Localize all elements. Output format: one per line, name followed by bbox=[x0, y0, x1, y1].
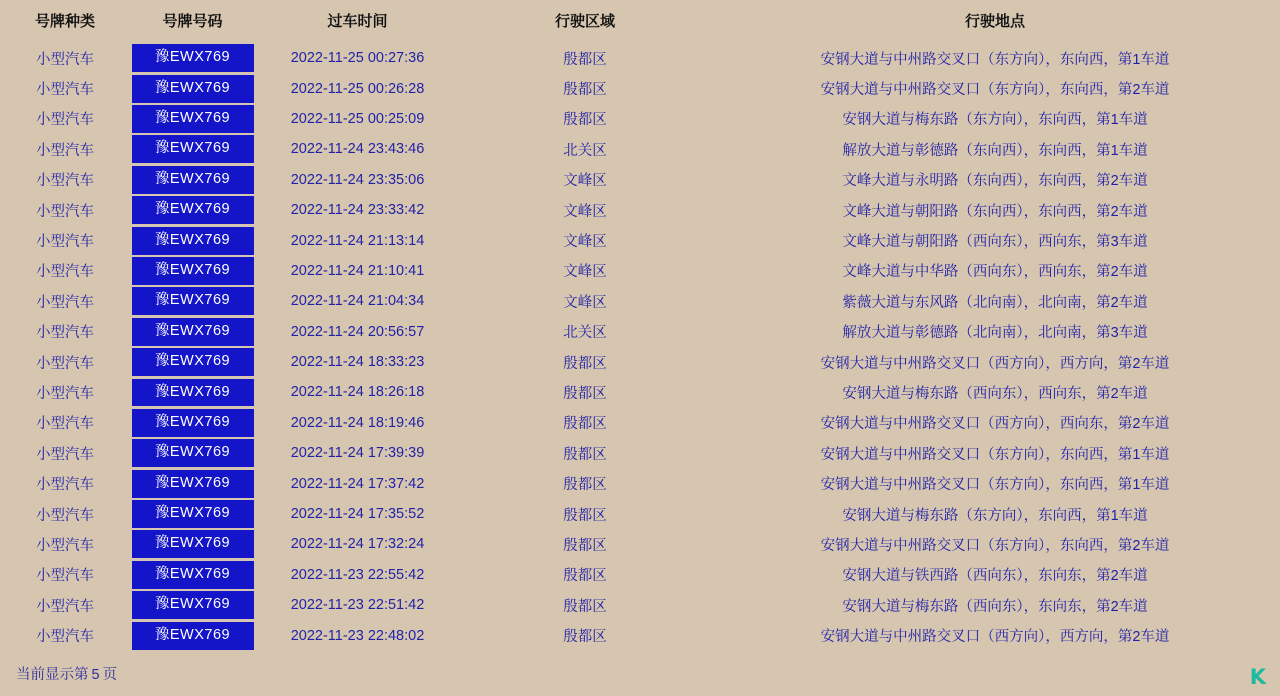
cell-place: 安钢大道与中州路交叉口（东方向），东向西，第2车道 bbox=[820, 82, 1170, 99]
table-row[interactable] bbox=[0, 104, 1280, 134]
cell-area: 殷都区 bbox=[563, 507, 607, 524]
watermark-logo: K bbox=[1249, 665, 1266, 689]
cell-area: 文峰区 bbox=[563, 203, 607, 220]
cell-place: 安钢大道与梅东路（西向东），西向东，第2车道 bbox=[842, 385, 1148, 402]
cell-plate-number bbox=[130, 560, 255, 590]
cell-place: 安钢大道与中州路交叉口（东方向），东向西，第1车道 bbox=[820, 446, 1170, 463]
cell-pass-time: 2022-11-25 00:25:09 bbox=[290, 110, 425, 127]
cell-area: 殷都区 bbox=[563, 537, 607, 554]
column-header-pass-time: 过车时间 bbox=[327, 13, 388, 30]
cell-pass-time: 2022-11-24 18:19:46 bbox=[290, 414, 425, 431]
cell-vehicle-type: 小型汽车 bbox=[36, 507, 94, 524]
cell-vehicle-type: 小型汽车 bbox=[36, 294, 94, 311]
plate-badge: 豫EWX769 bbox=[132, 409, 254, 437]
cell-vehicle-type: 小型汽车 bbox=[36, 416, 94, 433]
cell-pass-time: 2022-11-24 17:39:39 bbox=[290, 445, 425, 462]
cell-place: 安钢大道与中州路交叉口（东方向），东向西，第1车道 bbox=[820, 51, 1170, 68]
plate-badge: 豫EWX769 bbox=[132, 287, 254, 315]
table-header-row bbox=[0, 0, 1280, 43]
plate-badge: 豫EWX769 bbox=[132, 622, 254, 650]
cell-plate-number bbox=[130, 225, 255, 255]
table-row[interactable] bbox=[0, 43, 1280, 73]
cell-place: 文峰大道与朝阳路（西向东），西向东，第3车道 bbox=[842, 234, 1148, 251]
cell-vehicle-type: 小型汽车 bbox=[36, 446, 94, 463]
cell-area: 文峰区 bbox=[563, 294, 607, 311]
plate-badge: 豫EWX769 bbox=[132, 318, 254, 346]
cell-pass-time: 2022-11-24 20:56:57 bbox=[290, 323, 425, 340]
cell-pass-time: 2022-11-24 17:35:52 bbox=[290, 506, 425, 523]
cell-area: 文峰区 bbox=[563, 264, 607, 281]
cell-pass-time: 2022-11-23 22:51:42 bbox=[290, 597, 425, 614]
column-header-plate-number: 号牌号码 bbox=[162, 13, 223, 30]
cell-plate-number bbox=[130, 286, 255, 316]
cell-pass-time: 2022-11-23 22:55:42 bbox=[290, 566, 425, 583]
cell-plate-number bbox=[130, 408, 255, 438]
cell-vehicle-type: 小型汽车 bbox=[36, 629, 94, 646]
cell-area: 殷都区 bbox=[563, 568, 607, 585]
plate-badge: 豫EWX769 bbox=[132, 561, 254, 589]
plate-badge: 豫EWX769 bbox=[132, 257, 254, 285]
cell-vehicle-type: 小型汽车 bbox=[36, 142, 94, 159]
cell-plate-number bbox=[130, 529, 255, 559]
cell-vehicle-type: 小型汽车 bbox=[36, 112, 94, 129]
cell-plate-number bbox=[130, 256, 255, 286]
table-row[interactable] bbox=[0, 134, 1280, 164]
cell-plate-number bbox=[130, 468, 255, 498]
cell-area: 殷都区 bbox=[563, 51, 607, 68]
plate-badge: 豫EWX769 bbox=[132, 470, 254, 498]
table-row[interactable] bbox=[0, 620, 1280, 650]
cell-area: 殷都区 bbox=[563, 629, 607, 646]
plate-badge: 豫EWX769 bbox=[132, 75, 254, 103]
plate-badge: 豫EWX769 bbox=[132, 439, 254, 467]
cell-pass-time: 2022-11-24 23:33:42 bbox=[290, 202, 425, 219]
cell-pass-time: 2022-11-25 00:26:28 bbox=[290, 80, 425, 97]
plate-badge: 豫EWX769 bbox=[132, 348, 254, 376]
cell-place: 安钢大道与中州路交叉口（东方向），东向西，第2车道 bbox=[820, 537, 1170, 554]
cell-pass-time: 2022-11-24 18:26:18 bbox=[290, 384, 425, 401]
column-header-vehicle-type: 号牌种类 bbox=[34, 13, 95, 30]
plate-badge: 豫EWX769 bbox=[132, 166, 254, 194]
table-row[interactable] bbox=[0, 195, 1280, 225]
cell-plate-number bbox=[130, 347, 255, 377]
table-row[interactable] bbox=[0, 73, 1280, 103]
cell-place: 安钢大道与中州路交叉口（西方向），西方向，第2车道 bbox=[820, 629, 1170, 646]
cell-plate-number bbox=[130, 134, 255, 164]
cell-vehicle-type: 小型汽车 bbox=[36, 598, 94, 615]
cell-pass-time: 2022-11-24 21:13:14 bbox=[290, 232, 425, 249]
cell-area: 殷都区 bbox=[563, 446, 607, 463]
cell-plate-number bbox=[130, 499, 255, 529]
column-header-area: 行驶区域 bbox=[554, 13, 615, 30]
cell-area: 殷都区 bbox=[563, 598, 607, 615]
table-row[interactable] bbox=[0, 317, 1280, 347]
plate-badge: 豫EWX769 bbox=[132, 379, 254, 407]
cell-place: 文峰大道与朝阳路（东向西），东向西，第2车道 bbox=[842, 203, 1148, 220]
pagination-prefix: 当前显示第 bbox=[16, 667, 89, 683]
table-row[interactable] bbox=[0, 377, 1280, 407]
table-row[interactable] bbox=[0, 438, 1280, 468]
table-row[interactable] bbox=[0, 165, 1280, 195]
cell-plate-number bbox=[130, 620, 255, 650]
cell-plate-number bbox=[130, 195, 255, 225]
pagination-status bbox=[16, 663, 117, 684]
cell-pass-time: 2022-11-24 17:32:24 bbox=[290, 536, 425, 553]
cell-place: 解放大道与彰德路（北向南），北向南，第3车道 bbox=[842, 325, 1148, 342]
cell-vehicle-type: 小型汽车 bbox=[36, 203, 94, 220]
cell-place: 安钢大道与梅东路（东方向），东向西，第1车道 bbox=[842, 507, 1148, 524]
cell-vehicle-type: 小型汽车 bbox=[36, 264, 94, 281]
cell-vehicle-type: 小型汽车 bbox=[36, 173, 94, 190]
table-row[interactable] bbox=[0, 225, 1280, 255]
cell-place: 文峰大道与中华路（西向东），西向东，第2车道 bbox=[842, 264, 1148, 281]
cell-plate-number bbox=[130, 438, 255, 468]
cell-pass-time: 2022-11-24 21:04:34 bbox=[290, 293, 425, 310]
cell-area: 殷都区 bbox=[563, 385, 607, 402]
cell-area: 殷都区 bbox=[563, 477, 607, 494]
cell-area: 殷都区 bbox=[563, 82, 607, 99]
plate-badge: 豫EWX769 bbox=[132, 591, 254, 619]
cell-vehicle-type: 小型汽车 bbox=[36, 477, 94, 494]
cell-place: 安钢大道与梅东路（东方向），东向西，第1车道 bbox=[842, 112, 1148, 129]
cell-place: 文峰大道与永明路（东向西），东向西，第2车道 bbox=[842, 173, 1148, 190]
current-page-number: 5 bbox=[91, 667, 100, 683]
cell-plate-number bbox=[130, 590, 255, 620]
cell-plate-number bbox=[130, 43, 255, 73]
cell-vehicle-type: 小型汽车 bbox=[36, 537, 94, 554]
cell-vehicle-type: 小型汽车 bbox=[36, 355, 94, 372]
table-row[interactable] bbox=[0, 468, 1280, 498]
cell-pass-time: 2022-11-24 23:35:06 bbox=[290, 171, 425, 188]
table-row[interactable] bbox=[0, 347, 1280, 377]
cell-place: 安钢大道与铁西路（西向东），东向东，第2车道 bbox=[842, 568, 1148, 585]
cell-vehicle-type: 小型汽车 bbox=[36, 51, 94, 68]
table-row[interactable] bbox=[0, 256, 1280, 286]
plate-badge: 豫EWX769 bbox=[132, 530, 254, 558]
table-row[interactable] bbox=[0, 560, 1280, 590]
plate-badge: 豫EWX769 bbox=[132, 44, 254, 72]
cell-area: 北关区 bbox=[563, 142, 607, 159]
cell-plate-number bbox=[130, 377, 255, 407]
cell-place: 安钢大道与中州路交叉口（西方向），西方向，第2车道 bbox=[820, 355, 1170, 372]
cell-area: 文峰区 bbox=[563, 173, 607, 190]
cell-pass-time: 2022-11-24 21:10:41 bbox=[290, 262, 425, 279]
cell-place: 安钢大道与中州路交叉口（东方向），东向西，第1车道 bbox=[820, 477, 1170, 494]
pagination-suffix: 页 bbox=[102, 667, 118, 683]
plate-badge: 豫EWX769 bbox=[132, 227, 254, 255]
table-header bbox=[0, 0, 1280, 43]
table-body bbox=[0, 43, 1280, 651]
cell-vehicle-type: 小型汽车 bbox=[36, 325, 94, 342]
cell-pass-time: 2022-11-24 17:37:42 bbox=[290, 475, 425, 492]
table-row[interactable] bbox=[0, 408, 1280, 438]
plate-badge: 豫EWX769 bbox=[132, 196, 254, 224]
cell-pass-time: 2022-11-24 18:33:23 bbox=[290, 354, 425, 371]
cell-vehicle-type: 小型汽车 bbox=[36, 385, 94, 402]
cell-area: 北关区 bbox=[563, 325, 607, 342]
cell-area: 文峰区 bbox=[563, 234, 607, 251]
cell-vehicle-type: 小型汽车 bbox=[36, 82, 94, 99]
cell-plate-number bbox=[130, 104, 255, 134]
cell-plate-number bbox=[130, 165, 255, 195]
table-row[interactable] bbox=[0, 286, 1280, 316]
table-row[interactable] bbox=[0, 529, 1280, 559]
table-row[interactable] bbox=[0, 590, 1280, 620]
cell-area: 殷都区 bbox=[563, 416, 607, 433]
plate-badge: 豫EWX769 bbox=[132, 135, 254, 163]
cell-area: 殷都区 bbox=[563, 112, 607, 129]
plate-badge: 豫EWX769 bbox=[132, 500, 254, 528]
table-row[interactable] bbox=[0, 499, 1280, 529]
cell-place: 安钢大道与中州路交叉口（西方向），西向东，第2车道 bbox=[820, 416, 1170, 433]
cell-place: 紫薇大道与东风路（北向南），北向南，第2车道 bbox=[842, 294, 1148, 311]
cell-plate-number bbox=[130, 317, 255, 347]
cell-vehicle-type: 小型汽车 bbox=[36, 568, 94, 585]
cell-vehicle-type: 小型汽车 bbox=[36, 234, 94, 251]
cell-place: 解放大道与彰德路（东向西），东向西，第1车道 bbox=[842, 142, 1148, 159]
column-header-place: 行驶地点 bbox=[964, 13, 1025, 30]
cell-pass-time: 2022-11-23 22:48:02 bbox=[290, 627, 425, 644]
cell-pass-time: 2022-11-24 23:43:46 bbox=[290, 141, 425, 158]
cell-plate-number bbox=[130, 73, 255, 103]
plate-badge: 豫EWX769 bbox=[132, 105, 254, 133]
cell-area: 殷都区 bbox=[563, 355, 607, 372]
cell-pass-time: 2022-11-25 00:27:36 bbox=[290, 50, 425, 67]
cell-place: 安钢大道与梅东路（西向东），东向东，第2车道 bbox=[842, 598, 1148, 615]
